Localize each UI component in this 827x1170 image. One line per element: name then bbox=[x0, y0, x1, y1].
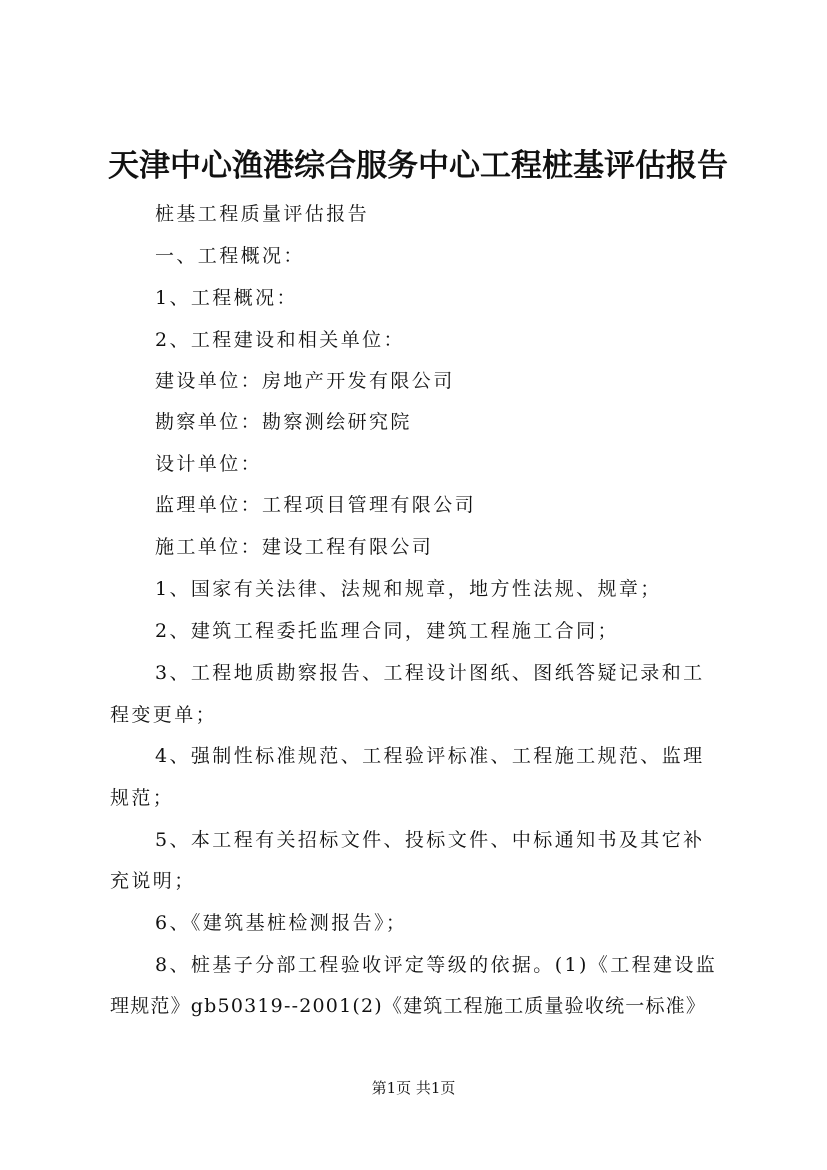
page-number-footer: 第1页 共1页 bbox=[371, 1079, 456, 1097]
basis-item-2: 2、建筑工程委托监理合同，建筑工程施工合同； bbox=[155, 620, 619, 642]
item-related-units: 2、工程建设和相关单位： bbox=[155, 329, 405, 351]
report-subtitle: 桩基工程质量评估报告 bbox=[155, 203, 370, 225]
unit-supervision: 监理单位：工程项目管理有限公司 bbox=[155, 494, 477, 516]
basis-item-3-line-2: 程变更单； bbox=[110, 704, 218, 726]
basis-item-3-line-1: 3、工程地质勘察报告、工程设计图纸、图纸答疑记录和工 bbox=[155, 662, 705, 684]
unit-contractor: 施工单位：建设工程有限公司 bbox=[155, 536, 434, 558]
unit-design: 设计单位： bbox=[155, 453, 263, 475]
basis-item-6: 6、《建筑基桩检测报告》； bbox=[155, 912, 408, 934]
basis-item-5-line-2: 充说明； bbox=[110, 870, 196, 892]
basis-item-8-line-1: 8、桩基子分部工程验收评定等级的依据。(1)《工程建设监 bbox=[155, 954, 718, 976]
basis-item-8-line-2: 理规范》gb50319--2001(2)《建筑工程施工质量验收统一标准》 bbox=[110, 995, 707, 1017]
document-title: 天津中心渔港综合服务中心工程桩基评估报告 bbox=[108, 148, 728, 184]
unit-construction-owner: 建设单位：房地产开发有限公司 bbox=[155, 370, 455, 392]
basis-item-1: 1、国家有关法律、法规和规章，地方性法规、规章； bbox=[155, 578, 662, 600]
basis-item-4-line-1: 4、强制性标准规范、工程验评标准、工程施工规范、监理 bbox=[155, 745, 705, 767]
basis-item-5-line-1: 5、本工程有关招标文件、投标文件、中标通知书及其它补 bbox=[155, 829, 705, 851]
section-heading-overview: 一、工程概况： bbox=[155, 245, 305, 267]
basis-item-4-line-2: 规范； bbox=[110, 787, 175, 809]
item-project-overview: 1、工程概况： bbox=[155, 287, 298, 309]
unit-survey: 勘察单位：勘察测绘研究院 bbox=[155, 411, 412, 433]
